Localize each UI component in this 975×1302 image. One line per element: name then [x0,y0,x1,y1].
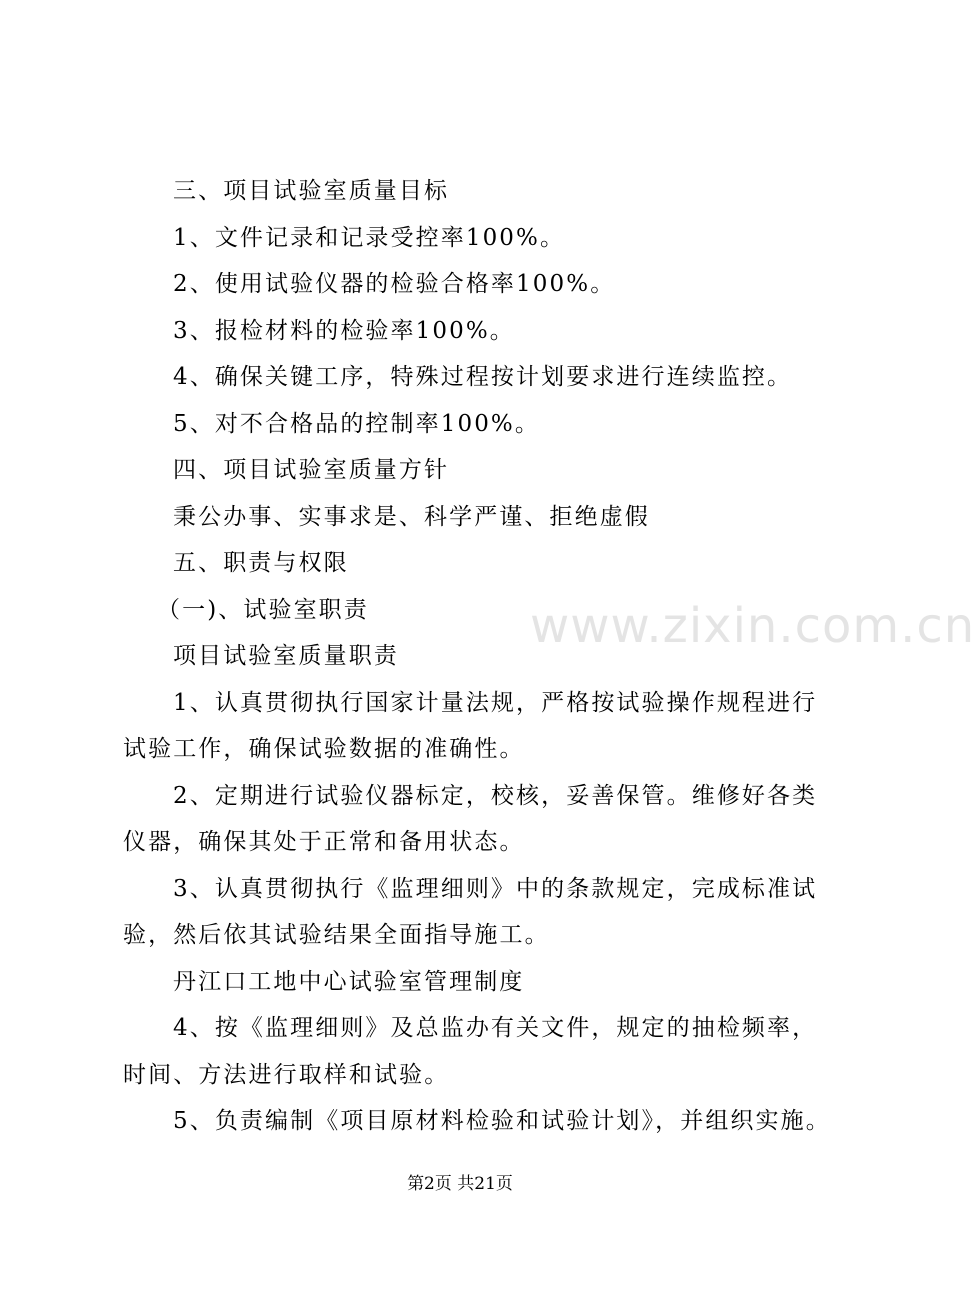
duty-item-continuation: 试验工作，确保试验数据的准确性。 [123,736,525,762]
document-body [123,168,831,1145]
duty-item-line: 1、认真贯彻执行国家计量法规，严格按试验操作规程进行 [173,689,818,716]
duty-item-1 [123,680,818,773]
quality-goal-5: 5、对不合格品的控制率100%。 [173,410,540,437]
duty-item-continuation: 验，然后依其试验结果全面指导施工。 [123,922,550,948]
quality-goal-1: 1、文件记录和记录受控率100%。 [173,224,566,251]
quality-goal-3: 3、报检材料的检验率100%。 [173,317,515,344]
section-heading-4: 四、项目试验室质量方针 [173,457,450,483]
duty-item-continuation: 仪器，确保其处于正常和备用状态。 [123,829,525,855]
duty-item-line: 2、定期进行试验仪器标定，校核，妥善保管。维修好各类 [173,782,818,809]
duty-item-line: 3、认真贯彻执行《监理细则》中的条款规定，完成标准试 [173,875,818,902]
section-heading-3: 三、项目试验室质量目标 [173,178,450,204]
duty-item-2 [123,773,818,866]
duty-item-continuation: 时间、方法进行取样和试验。 [123,1061,450,1088]
quality-policy: 秉公办事、实事求是、科学严谨、拒绝虚假 [173,503,650,530]
duty-item-4 [123,1005,818,1098]
quality-goal-4: 4、确保关键工序，特殊过程按计划要求进行连续监控。 [173,364,793,390]
embedded-title: 丹江口工地中心试验室管理制度 [173,968,525,995]
watermark: www.zixin.com.cn [530,598,975,654]
duty-item-line: 4、按《监理细则》及总监办有关文件，规定的抽检频率， [173,1015,818,1041]
duty-item-5: 5、负责编制《项目原材料检验和试验计划》，并组织实施。 [173,1108,831,1134]
duty-title: 项目试验室质量职责 [173,643,399,669]
section-heading-5: 五、职责与权限 [173,550,349,576]
subsection-heading-1: （一)、试验室职责 [157,596,369,623]
page-number-footer: 第2页 共21页 [407,1174,513,1194]
duty-item-3 [123,866,818,959]
quality-goal-2: 2、使用试验仪器的检验合格率100%。 [173,271,616,297]
